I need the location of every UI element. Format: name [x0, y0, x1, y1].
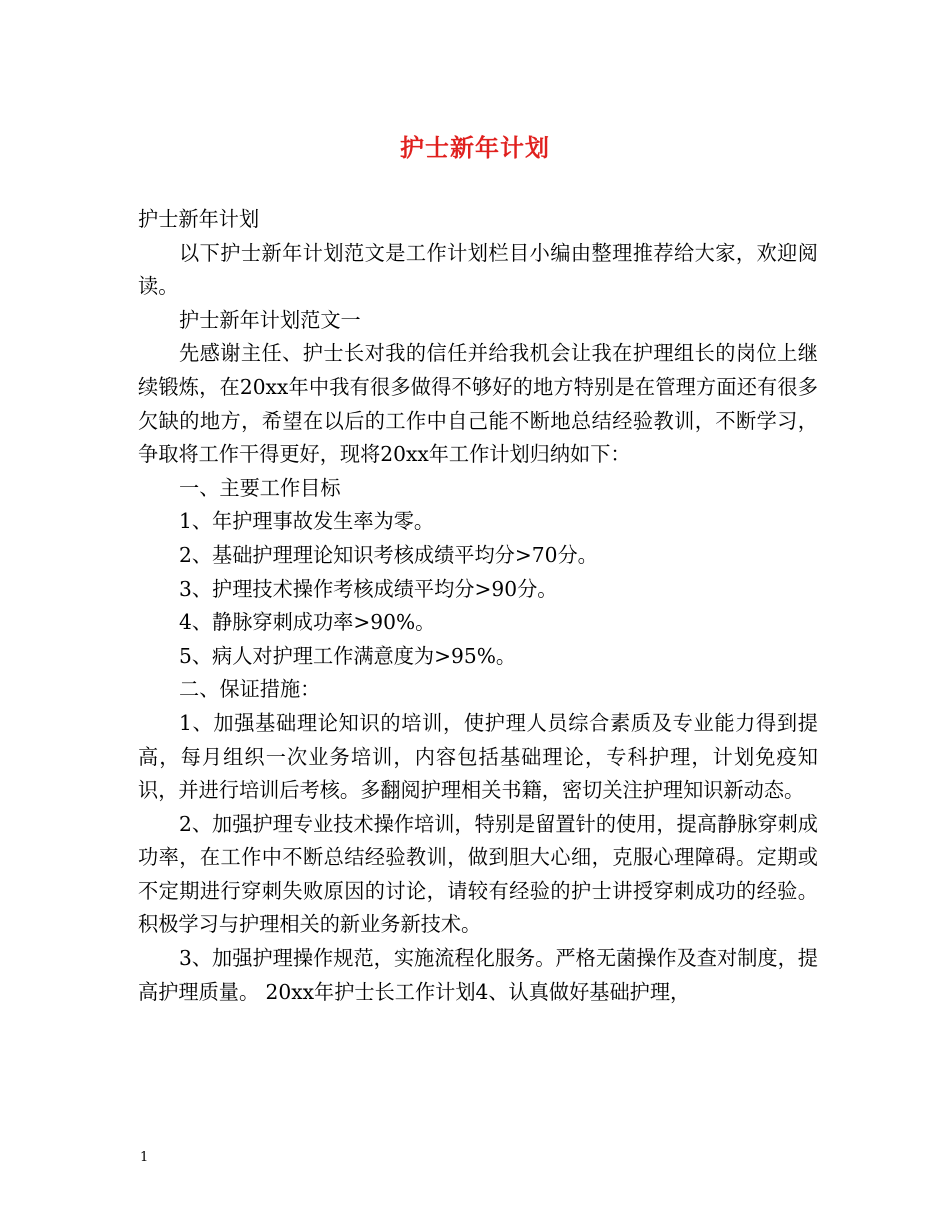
- paragraph-heading: 护士新年计划: [138, 207, 260, 231]
- paragraph-thanks: 先感谢主任、护士长对我的信任并给我机会让我在护理组长的岗位上继续锻炼，在20xx年中我有很多做得不够好的地方特别是在管理方面还有很多欠缺的地方，希望在以后的工作中自己能不断地总结经验教训，不断学习，争取将工作干得更好，现将20xx年工作计划归纳如下：: [138, 341, 818, 467]
- paragraph-intro: 以下护士新年计划范文是工作计划栏目小编由整理推荐给大家，欢迎阅读。: [138, 240, 818, 299]
- measure-item: 1、加强基础理论知识的培训，使护理人员综合素质及专业能力得到提高，每月组织一次业务培训，内容包括基础理论，专科护理，计划免疫知识，并进行培训后考核。多翻阅护理相关书籍，密切关注护理知识新动态。: [138, 710, 818, 803]
- goal-item: 2、基础护理理论知识考核成绩平均分>70分。: [179, 542, 598, 567]
- goal-item: 5、病人对护理工作满意度为>95%。: [179, 643, 517, 668]
- section-heading-goals: 一、主要工作目标: [179, 475, 341, 500]
- measure-item: 3、加强护理操作规范，实施流程化服务。严格无菌操作及查对制度，提高护理质量。 20xx年护士长工作计划4、认真做好基础护理，: [138, 946, 818, 1004]
- document-body: [138, 203, 818, 1009]
- section-heading-measures: 二、保证措施：: [179, 677, 321, 702]
- goal-item: 3、护理技术操作考核成绩平均分>90分。: [179, 576, 558, 601]
- measure-item: 2、加强护理专业技术操作培训，特别是留置针的使用，提高静脉穿刺成功率，在工作中不断总结经验教训，做到胆大心细，克服心理障碍。定期或不定期进行穿刺失败原因的讨论，请较有经验的护士讲授穿刺成功的经验。积极学习与护理相关的新业务新技术。: [138, 811, 818, 937]
- goal-item: 1、年护理事故发生率为零。: [179, 509, 435, 534]
- document-title: 护士新年计划: [400, 133, 550, 162]
- goal-item: 4、静脉穿刺成功率>90%。: [179, 610, 436, 635]
- paragraph-sample-title: 护士新年计划范文一: [179, 307, 361, 332]
- page-number: 1: [140, 1150, 149, 1165]
